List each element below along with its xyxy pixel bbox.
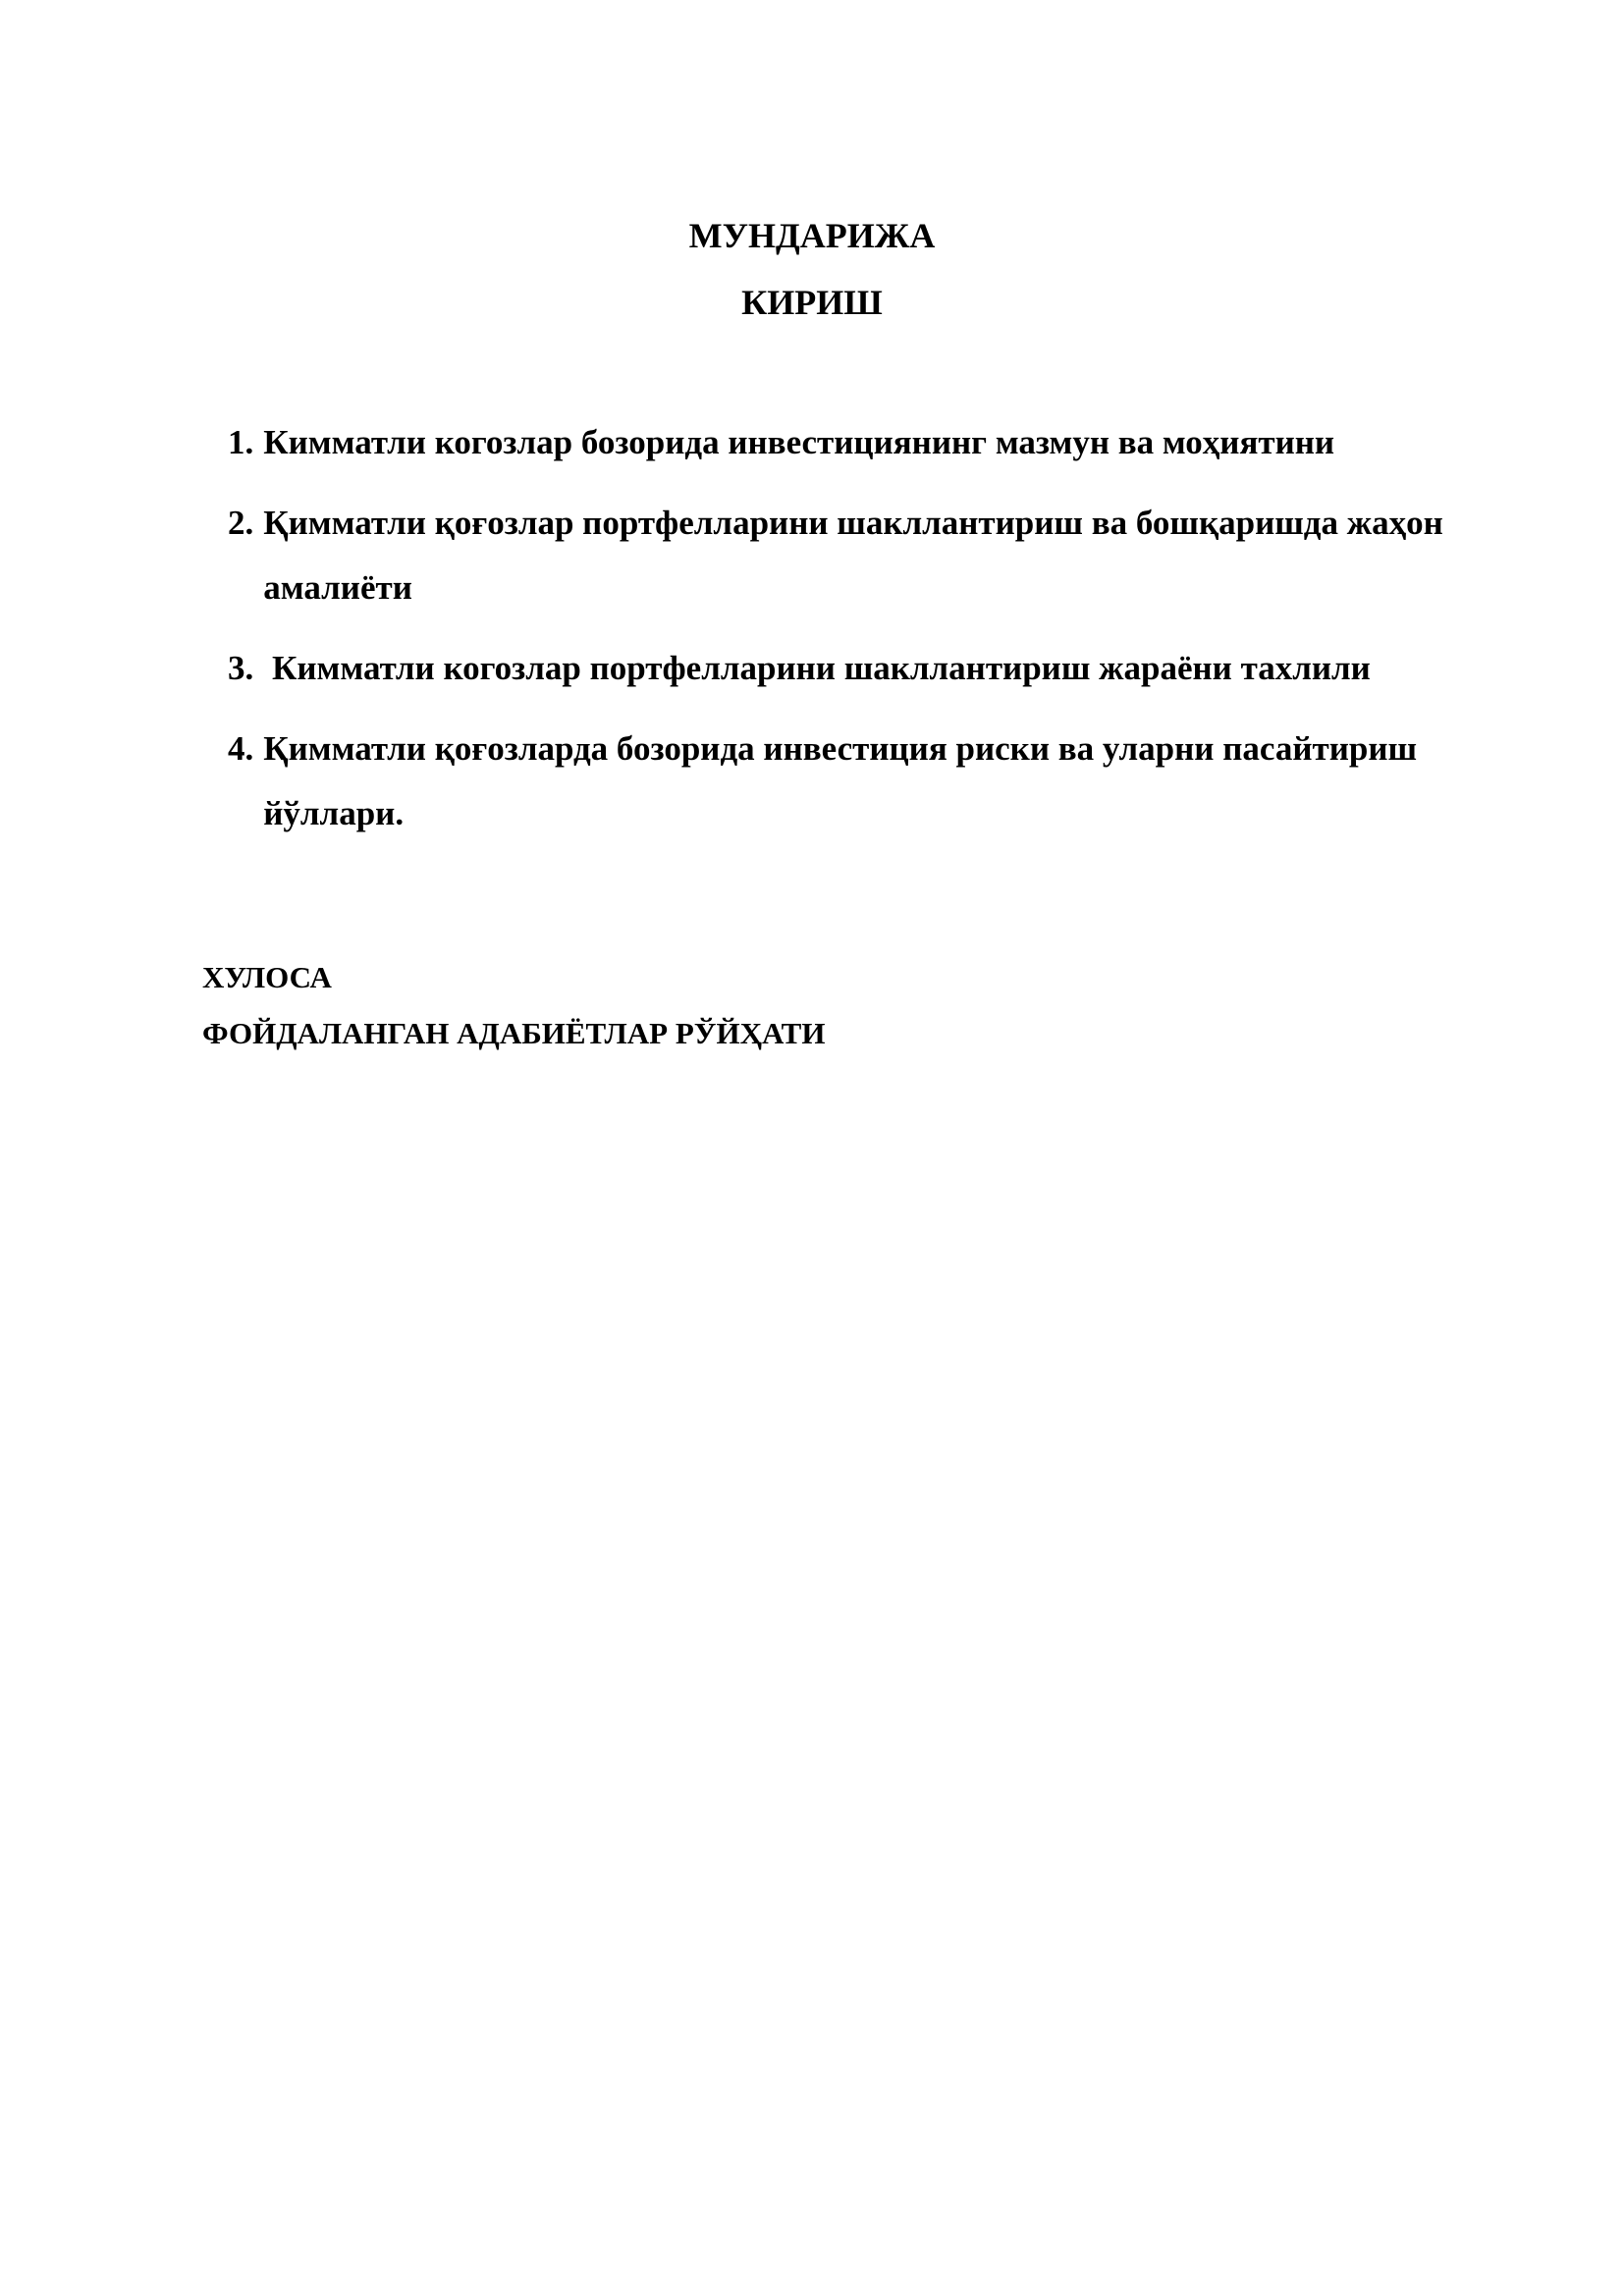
toc-item-3 — [228, 636, 1534, 701]
toc-item-number: 3. — [228, 649, 262, 687]
conclusion-heading: ХУЛОСА — [202, 960, 332, 994]
toc-item-number: 1. — [228, 423, 254, 461]
toc-item-text: Қимматли қоғозларда бозорида инвестиция риски ва уларни пасайтириш йўллари. — [263, 729, 1418, 832]
toc-item-text: Кимматли когозлар бозорида инвестициянинг мазмун ва моҳиятини — [263, 423, 1335, 461]
references-heading: ФОЙДАЛАНГАН АДАБИЁТЛАР РЎЙҲАТИ — [202, 1016, 826, 1050]
toc-item-text: Қимматли қоғозлар портфелларини шакллантириш ва бошқаришда жаҳон амалиёти — [263, 504, 1443, 607]
page-title: МУНДАРИЖА — [688, 216, 936, 255]
table-of-contents — [228, 410, 1534, 862]
toc-item-1 — [228, 410, 1534, 475]
toc-item-text: Кимматли когозлар портфелларини шакллантириш жараёни тахлили — [272, 649, 1371, 687]
toc-item-number: 2. — [228, 504, 254, 542]
toc-item-2 — [228, 491, 1534, 620]
toc-item-number: 4. — [228, 729, 254, 768]
toc-item-4 — [228, 717, 1534, 846]
intro-heading: КИРИШ — [741, 283, 883, 322]
